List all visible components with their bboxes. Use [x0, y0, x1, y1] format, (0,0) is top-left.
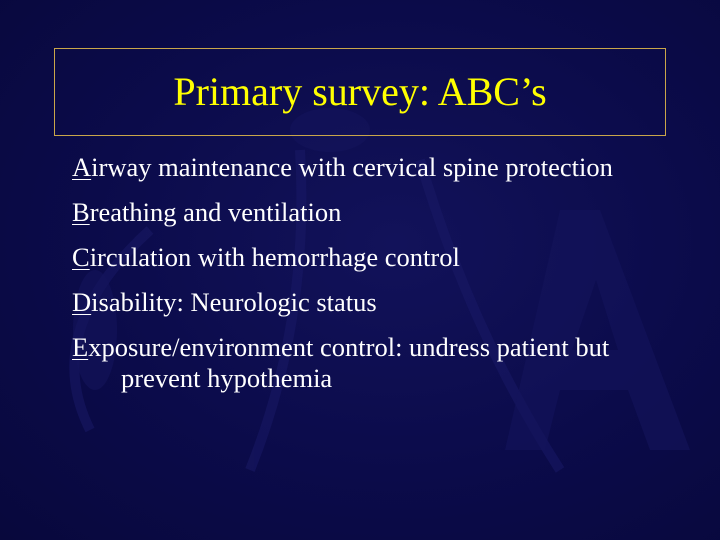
- bullet-text: irculation with hemorrhage control: [89, 242, 460, 272]
- bullet-airway: [72, 152, 692, 183]
- slide-title: Primary survey: ABC’s: [173, 69, 547, 114]
- bullet-initial: E: [72, 332, 89, 362]
- bullet-text: reathing and ventilation: [89, 197, 342, 227]
- title-box: [54, 48, 666, 136]
- bullet-text: isability: Neurologic status: [91, 287, 377, 317]
- bullet-text: irway maintenance with cervical spine protection: [91, 152, 613, 182]
- bullet-text: xposure/environment control: undress patient but prevent hypothemia: [88, 332, 610, 393]
- bullet-list: [72, 152, 692, 408]
- bullet-initial: B: [72, 197, 90, 227]
- bullet-initial: C: [72, 242, 90, 272]
- bullet-initial: A: [72, 152, 92, 182]
- bullet-disability: [72, 287, 692, 318]
- bullet-exposure: [72, 332, 692, 394]
- bullet-circulation: [72, 242, 692, 273]
- bullet-initial: D: [72, 287, 92, 317]
- bullet-breathing: [72, 197, 692, 228]
